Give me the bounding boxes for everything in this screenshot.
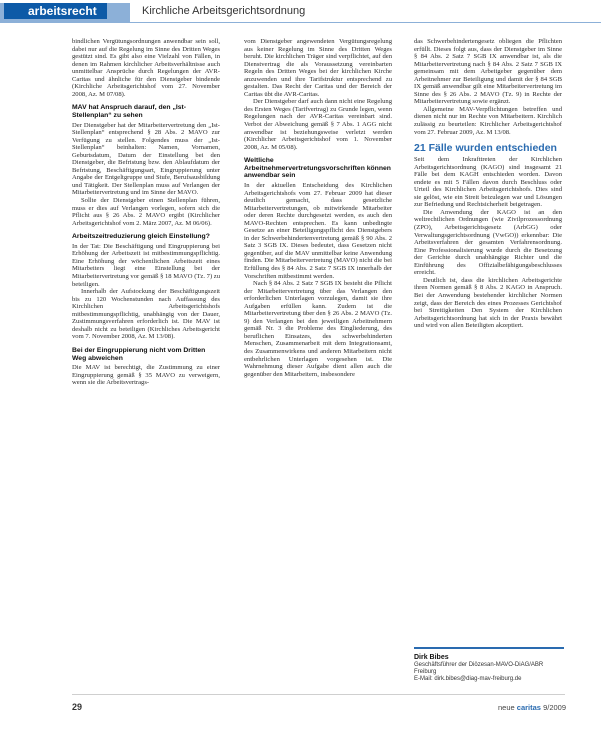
page-header [0,0,601,22]
paragraph: Seit dem Inkrafttreten der Kirchlichen Arbeitsgerichtsordnung (KAGO) sind insgesamt 21 Fälle bei dem KAGH entschieden worden. Davon endete es mit 5 Fällen davon durch Beschluss oder Urteil des Kirchlichen Arbeitsgerichtshofs. Dies sind sie gelöst, wie ein Streit beizulegen war und Lösungen zur Befriedung und Rechtsicherheit beigetragen. [414,156,562,209]
paragraph: Deutlich ist, dass die kirchlichen Arbeitsgerichte ihren Normen gemäß § 8 Abs. 2 KAGO in Anspruch. Bei der Anwendung bestehender kirchlicher Normen zeigt, dass der Bereich des eines Prozesses Gerichtshof bei Streitigkeiten Den System der Kirchlichen Arbeitsgerichtsordnung hat sich in der Praxis bewährt und wird von allen Beteiligten akzeptiert. [414,276,562,330]
paragraph: das Schwerbehindertengesetz obliegen die Pflichten erfüllt. Dieses folgt aus, dass der Dienstgeber im Sinne § 84 Abs. 2 Satz 7 SGB IX anwendbar ist, als die Mitarbeitervertretung nach § 84 Abs. 2 Satz 7 SGB IX gemeinsam mit dem Arbeitgeber gegenüber dem Arbeitnehmer zur Beteiligung und damit der § 84 SGB IX gemäß anwendbar gilt eine Mitarbeitervertretung im Sinne des § 26 Abs. 2 MAVO (Tz. 9) in Rechte der Mitarbeitervertretung sowie ergänzt. [414,38,562,106]
section-tag: arbeitsrecht [4,3,107,19]
section-heading: 21 Fälle wurden entschieden [414,142,557,155]
author-divider [414,647,564,649]
brand-word-neue: neue [498,703,515,712]
paragraph: In der aktuellen Entscheidung des Kirchlichen Arbeitsgerichtshofs vom 27. Februar 2009 hat dieser deutlich gemacht, dass gesetzliche Mitarbeitervertretungen, ob mitwirkende Mitarbeiter oder deren Rechte durchgesetzt werden, es auch den MAVO-Rechten entsprechen. Es kann unbedingte Gesetze an einer Beteiligungspflicht des Dienstgebers in der Schwerbehindertenvertretung gemäß § 90 Abs. 2 Satz 3 SGB IX. Dieses bedeutet, dass Gesetzen nicht gegenüber, auf die MAV unmittelbar keine Anwendung finden. Die Mitarbeitervertretung (MAVO) nicht die bei Erfüllung des § 84 Abs. 2 Satz 7 SGB IX innerhalb der Vorschriften mitbestimmt werden. [244,181,392,280]
column-middle [244,38,392,378]
header-divider [0,22,601,23]
author-name: Dirk Bibes [414,654,449,661]
magazine-brand [498,703,566,712]
paragraph: Nach § 84 Abs. 2 Satz 7 SGB IX besteht die Pflicht der Mitarbeitervertretung über das Verlangen den erforderlichen Unterlagen vorzulegen, damit sie ihre Aufgaben erfüllen kann. Zudem ist die Mitarbeitervertretung über den § 26 Abs. 2 MAVO (Tz. 9) den Verlangen bei den jeweiligen Arbeitnehmern gemäß Nr. 3 die Probleme des Eingliederung, des beruflichen Einsatzes, des schwerbehinderten Menschen, Zusammenarbeit mit dem Integrationsamt, des Zusammenwirkens und anderen Mitarbeitern nicht entbehrlichen Unterlagen vorgesehen ist. Die Wahrnehmung dieser Aufgabe dient allen auch die gegenüber den Mitarbeitern, insbesondere [244,280,392,378]
footer-divider [72,694,565,695]
paragraph: vom Dienstgeber angewendeten Vergütungsregelung aus keiner Regelung im Sinne des Dritten Weges beruht. Die kirchlichen Träger sind verpflichtet, auf den Dienstvertrag die als Voraussetzung vereinbarten Regeln des Dritten Weges bei der kirchlichen Kirche anzuwenden und ihre Tarifstruktur entsprechend zu gestalten. Das Recht der Caritas und der Bereich der Caritas übt die AVR-Caritas. [244,38,392,98]
author-role: Geschäftsführer der Diözesan-MAVO-DiAG/ABR Freiburg [414,662,544,675]
page-number: 29 [72,702,83,712]
subheading: Arbeitszeitreduzierung gleich Einstellung? [72,233,210,241]
author-box [414,647,564,683]
paragraph: Die Anwendung der KAGO ist an den weltrechtlichen Ordnungen (wie Zivilprozessordnung (ZPO), Arbeitsgerichtsgesetz (ArbGG) oder Verwaltungsgerichtsordnung (VwGO)) erkennbar: Die Arbeitsverfahren der gesamten Verfahrensordnung. Eine Professionalisierung wurde durch die Besetzung der Gerichte durch unabhängige Richter und die Einführung des Offizialbefähigungsbeschlusses erreicht. [414,208,562,277]
paragraph: Der Dienstgeber hat der Mitarbeitervertretung den „Ist-Stellenplan“ entsprechend § 28 Abs. 2 MAVO zur Verfügung zu stellen. Folgendes muss der „Ist-Stellenplan“ beinhalten: Namen, Vornamen, Geburtsdatum, Datum der Einstellung bei den Dienstgeber, die Befristung bzw. den Ablaufdatum der Befristung, Beschäftigungsart, Eingruppierung unter Angabe der Entgeltgruppe und Stufe, Berufsausbildung und Tätigkeit. Der Stellenplan muss auf Verlangen der Mitarbeitervertretung und im Sinne der MAVO. [72,121,220,197]
subheading: Weltliche Arbeitnehmervertretungsvorschriften können anwendbar sein [244,157,391,180]
paragraph: In der Tat: Die Beschäftigung und Eingruppierung bei Erhöhung der Arbeitszeit ist mitbestimmungspflichtig. Eine Erhöhung der wöchentlichen Arbeitszeit eines Mitarbeiters liegt eine Einstellung bei der Mitarbeitervertretung vor gemäß § 18 MAVO (Tz. 7) zu beteiligen. [72,242,221,288]
brand-word-caritas: caritas [516,703,541,712]
author-contact: E-Mail: dirk.bibes@diag-mav-freiburg.de [414,676,522,682]
column-left [72,38,220,387]
subheading: MAV hat Anspruch darauf, den „Ist-Stellenplan“ zu sehen [72,104,187,119]
issue-number: 9/2009 [543,703,567,712]
column-right [414,38,562,330]
paragraph: Die MAV ist berechtigt, die Zustimmung zu einer Eingruppierung gemäß § 35 MAVO zu verweigern, wenn sie die Arbeitsvertrags- [72,364,220,387]
paragraph: Sollte der Dienstgeber einen Stellenplan führen, muss er dies auf Verlangen vorlegen, sofern sich die Pflicht aus § 26 Abs. 2 MAVO ergibt (Kirchlicher Arbeitsgerichtshof vom 2. März 2007, Az. M 06/06). [72,197,220,227]
paragraph: Allgemeine MAV-Verpflichtungen betreffen und dienen nicht nur im Rechte von Mitarbeitern. Kirchlich zulässig zu beurteilen: Kirchlicher Arbeitsgerichtshof vom 27. Februar 2009, Az. M 13/08. [414,105,562,136]
paragraph: Der Dienstgeber darf auch dann nicht eine Regelung des Ersten Weges (Tarifvertrag) zu Grunde legen, wenn Regelungen nach der AVR-Caritas vereinbart sind. Verbot der Abweichung gemäß § 7 Abs. 1 AGG nicht anwendbar ist beziehungsweise verletzt werden (Kirchlicher Arbeitsgerichtshof vom 1. November 2008, Az. M 05/08). [244,98,392,151]
paragraph: Innerhalb der Aufstockung der Beschäftigungszeit bis zu 120 Wochenstunden nach Auffassung des Kirchlichen Arbeitsgerichtshofs mitbestimmungspflichtig, unabhängig von der Dauer, Zustimmungsverfahren erforderlich ist. Die MAV ist deshalb nicht zu beteiligen (Kirchliches Arbeitsgericht vom 7. November 2008, Az. M 13/08). [72,288,220,341]
paragraph: bindlichen Vergütungsordnungen anwendbar sein soll, dabei nur auf die Regelung im Sinne des Dritten Weges gestützt sind. Es gibt also eine Vielzahl von Fällen, in denen im Rahmen kirchlicher Arbeitsverhältnisse auch unmittelbar Ansprüche durch Regelungen der AVR-Caritas und ähnliche für den Dienstgeber bindende (Kirchliche Arbeitsgerichtshof vom 27. November 2008, Az. M 07/08). [72,38,220,98]
subheading: Bei der Eingruppierung nicht vom Dritten Weg abweichen [72,346,206,362]
section-title: Kirchliche Arbeitsgerichtsordnung [142,5,306,17]
